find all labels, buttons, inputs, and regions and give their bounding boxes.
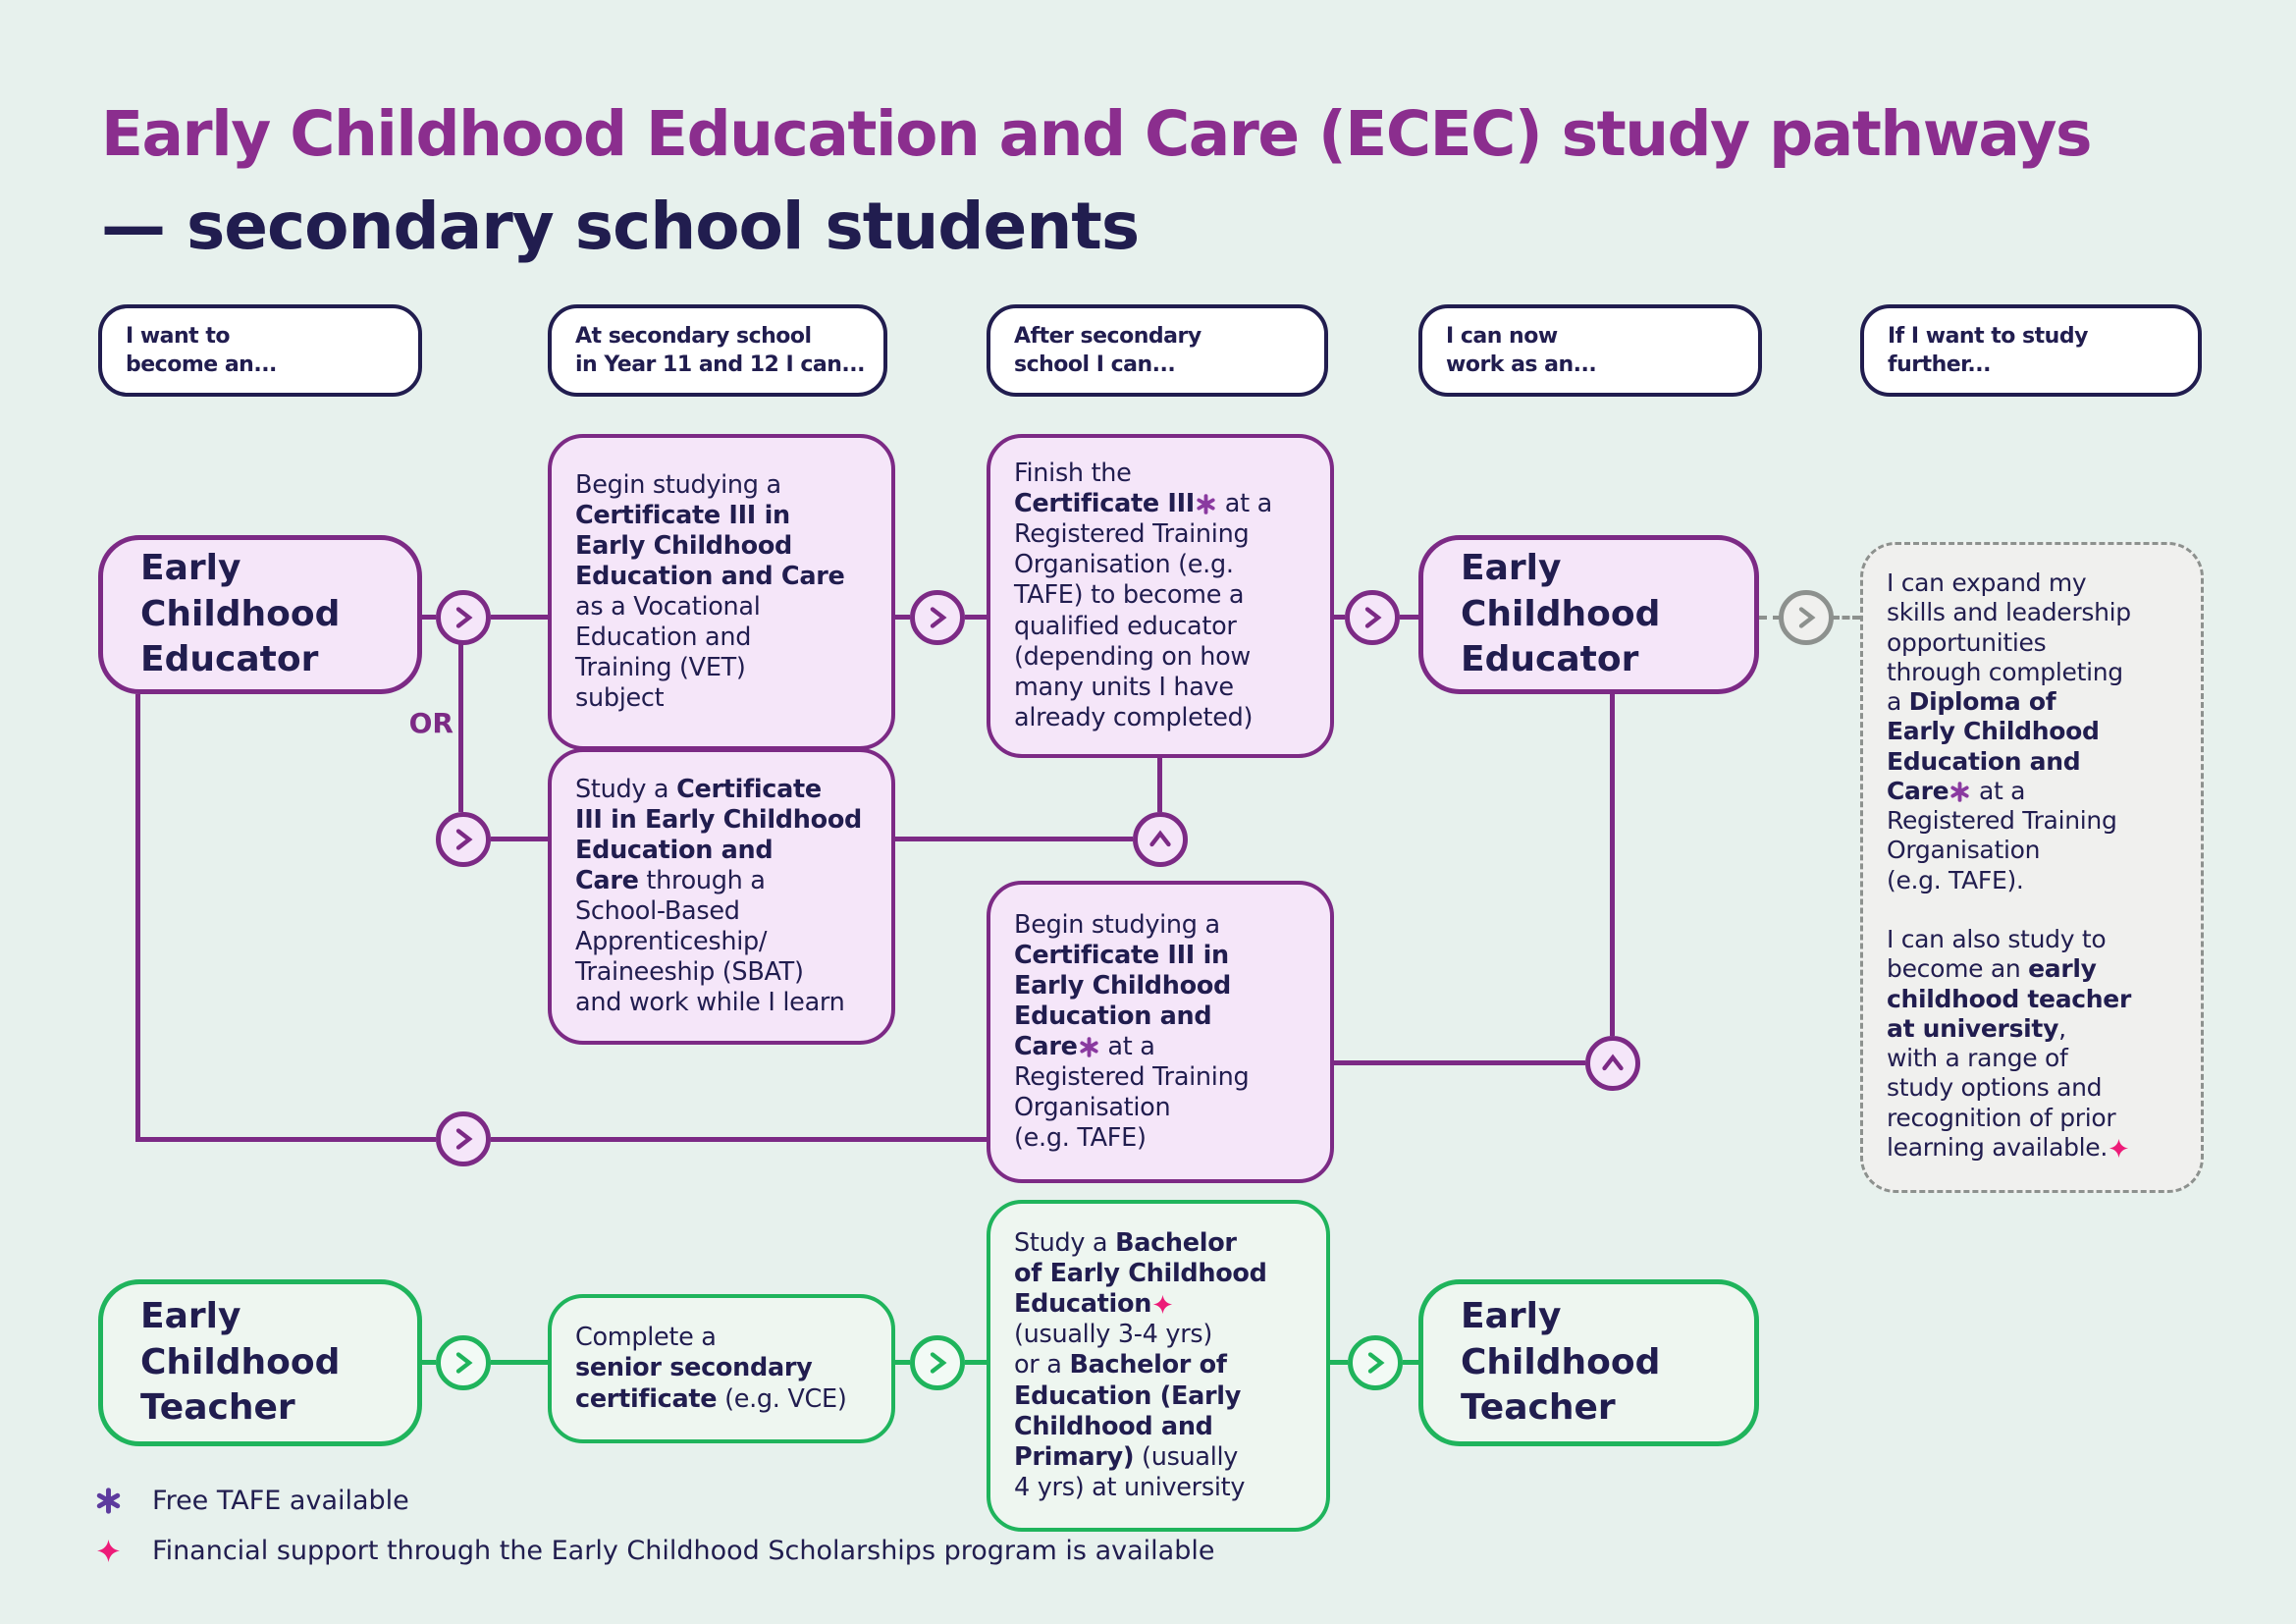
box-text: Early Childhood Teacher xyxy=(1461,1295,1661,1429)
legend-text: Financial support through the Early Childhood Scholarships program is available xyxy=(152,1536,1215,1566)
teacher-outcome-box xyxy=(1418,1279,1759,1446)
connector-line xyxy=(491,837,548,841)
connector-line xyxy=(422,615,436,620)
chevron-right-icon xyxy=(449,1124,478,1154)
connector-line xyxy=(491,1137,987,1142)
box-text: Study a Certificate III in Early Childhood Education and Care through a School-Based Apprenticeship/ Traineeship (SBAT) and work while I learn xyxy=(575,774,863,1018)
chevron-right-icon xyxy=(449,603,478,632)
column-header-label: At secondary school in Year 11 and 12 I can... xyxy=(575,323,865,377)
asterisk-icon xyxy=(93,1488,123,1514)
box-text: Early Childhood Educator xyxy=(140,547,341,680)
bachelor-box xyxy=(987,1200,1330,1532)
connector-line xyxy=(135,1137,436,1142)
connector-line xyxy=(1330,1360,1348,1365)
box-text: Begin studying a Certificate III in Early Childhood Education and Care as a Vocational Education and Training (VET) subject xyxy=(575,469,845,714)
column-header-label: I can now work as an... xyxy=(1446,323,1597,377)
legend-scholarship xyxy=(93,1536,1214,1566)
chevron-right-icon xyxy=(1791,603,1821,632)
chevron-right-icon xyxy=(449,1348,478,1378)
connector-line-rto-merge xyxy=(1334,1060,1585,1065)
connector-line-dashed xyxy=(1832,616,1860,620)
box-text: Early Childhood Teacher xyxy=(140,1295,341,1429)
column-header-after-school xyxy=(987,304,1328,397)
merge-arrow xyxy=(1133,812,1188,867)
chevron-up-icon xyxy=(1598,1049,1628,1078)
box-text: Begin studying a Certificate III in Early Childhood Education and Care at a Registered Training Organisation (e.g. TAFE) xyxy=(1014,909,1250,1154)
column-header-secondary-school xyxy=(548,304,887,397)
connector-line-bottom-branch xyxy=(135,694,140,1142)
flow-arrow xyxy=(910,590,965,645)
column-header-study-further xyxy=(1860,304,2202,397)
rto-certificate-box xyxy=(987,881,1334,1183)
chevron-right-icon xyxy=(1358,603,1387,632)
flow-arrow xyxy=(1348,1335,1403,1390)
box-text: Finish the Certificate III at a Registered Training Organisation (e.g. TAFE) to become a qualified educator (depending on how many units I have already completed) xyxy=(1014,459,1272,732)
flow-arrow-or-branch xyxy=(436,812,491,867)
asterisk-icon xyxy=(1079,1037,1099,1057)
chevron-right-icon xyxy=(449,825,478,854)
teacher-role-box xyxy=(98,1279,422,1446)
connector-line xyxy=(1334,615,1345,620)
connector-line xyxy=(895,1360,910,1365)
page-subtitle: — secondary school students xyxy=(101,189,1140,264)
box-text: Study a Bachelor of Early Childhood Education (usually 3-4 yrs) or a Bachelor of Education (Early Childhood and Primary) (usually 4 yrs) at university xyxy=(1014,1228,1267,1502)
column-header-label: If I want to study further... xyxy=(1888,323,2088,377)
asterisk-icon xyxy=(1949,782,1970,802)
connector-line xyxy=(965,615,987,620)
box-text: Early Childhood Educator xyxy=(1461,547,1661,680)
flow-arrow xyxy=(910,1335,965,1390)
flow-arrow xyxy=(436,1335,491,1390)
connector-line xyxy=(1403,1360,1418,1365)
connector-line xyxy=(422,1360,436,1365)
or-label: OR xyxy=(408,707,454,739)
chevron-right-icon xyxy=(1361,1348,1390,1378)
sparkle-icon xyxy=(2109,1138,2129,1159)
sparkle-icon xyxy=(1152,1294,1173,1315)
chevron-right-icon xyxy=(923,603,952,632)
vet-certificate-box xyxy=(548,434,895,750)
connector-line xyxy=(491,1360,548,1365)
connector-line-dashed xyxy=(1759,616,1781,620)
further-study-box xyxy=(1860,542,2204,1193)
chevron-up-icon xyxy=(1146,825,1175,854)
flow-arrow-further-study xyxy=(1779,590,1834,645)
column-header-become xyxy=(98,304,422,397)
sparkle-icon xyxy=(93,1539,123,1563)
column-header-label: After secondary school I can... xyxy=(1014,323,1201,377)
connector-line-or-branch xyxy=(458,643,463,812)
merge-arrow xyxy=(1585,1036,1640,1091)
connector-line-merge-up xyxy=(1610,694,1615,1036)
column-header-label: I want to become an... xyxy=(126,323,277,377)
page-title: Early Childhood Education and Care (ECEC) study pathways xyxy=(101,98,2092,170)
asterisk-icon xyxy=(1196,494,1216,514)
connector-line xyxy=(1400,615,1418,620)
box-text: I can expand my skills and leadership opportunities through completing a Diploma of Early Childhood Education and Care at a Registered Training Organisation (e.g. TAFE). I can also study to become an early childhood teacher at university, with a range of study options and recognition of prior learning available. xyxy=(1887,568,2131,1162)
connector-line xyxy=(965,1360,987,1365)
box-text: Complete a senior secondary certificate (e.g. VCE) xyxy=(575,1323,847,1414)
flow-arrow xyxy=(1345,590,1400,645)
connector-line xyxy=(895,615,910,620)
sbat-box xyxy=(548,748,895,1045)
educator-role-box xyxy=(98,535,422,694)
column-header-work-as xyxy=(1418,304,1762,397)
connector-line-merge-up xyxy=(1157,756,1162,812)
flow-arrow xyxy=(436,590,491,645)
chevron-right-icon xyxy=(923,1348,952,1378)
educator-outcome-box xyxy=(1418,535,1759,694)
legend-free-tafe xyxy=(93,1486,409,1516)
finish-certificate-box xyxy=(987,434,1334,758)
connector-line xyxy=(491,615,548,620)
connector-line-sbat-merge xyxy=(895,837,1133,841)
legend-text: Free TAFE available xyxy=(152,1486,409,1516)
vce-box xyxy=(548,1294,895,1443)
flow-arrow-bottom-branch xyxy=(436,1111,491,1166)
